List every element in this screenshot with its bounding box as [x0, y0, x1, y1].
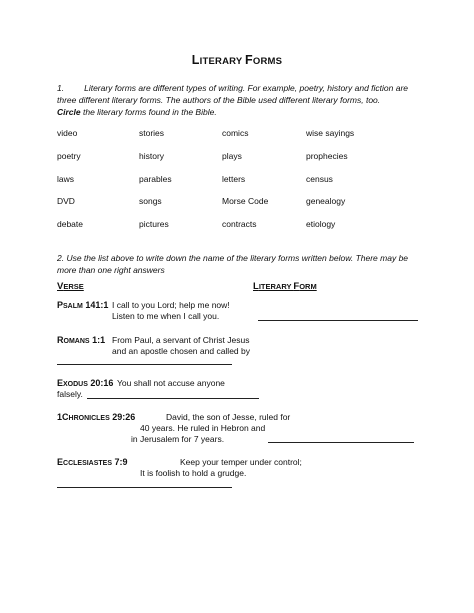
- word-item[interactable]: plays: [222, 151, 242, 161]
- answer-blank[interactable]: [57, 487, 232, 488]
- verse-text-line: falsely.: [57, 389, 83, 399]
- page-title: LITERARY FORMS: [191, 53, 283, 67]
- section1-line1: 1. Literary forms are different types of writing. For example, poetry, history and fiction are: [57, 83, 409, 93]
- word-item[interactable]: wise sayings: [306, 128, 355, 138]
- verse-text-line: Listen to me when I call you.: [112, 311, 220, 321]
- word-item[interactable]: contracts: [222, 219, 257, 229]
- word-item[interactable]: genealogy: [306, 196, 346, 206]
- verse-heading: VERSE: [57, 281, 84, 292]
- word-item[interactable]: parables: [139, 174, 172, 184]
- word-item[interactable]: poetry: [57, 151, 81, 161]
- verse-reference: ECCLESIASTES 7:9: [57, 457, 128, 467]
- verse-text-line: 40 years. He ruled in Hebron and: [140, 423, 266, 433]
- word-item[interactable]: census: [306, 174, 333, 184]
- verse-reference: EXODUS 20:16: [57, 378, 114, 388]
- verse-text-line: in Jerusalem for 7 years.: [131, 434, 225, 444]
- verse-reference: ROMANS 1:1: [57, 335, 106, 345]
- word-item[interactable]: comics: [222, 128, 249, 138]
- section1-line3: Circle the literary forms found in the Bible.: [57, 107, 217, 117]
- verse-text-line: Keep your temper under control;: [180, 457, 302, 467]
- section2-line2: more than one right answers: [57, 265, 165, 275]
- word-item[interactable]: letters: [222, 174, 246, 184]
- answer-blank[interactable]: [57, 364, 232, 365]
- word-item[interactable]: debate: [57, 219, 83, 229]
- verse-text-line: You shall not accuse anyone: [117, 378, 225, 388]
- literary-form-heading: LITERARY FORM: [253, 281, 317, 292]
- word-item[interactable]: Morse Code: [222, 196, 269, 206]
- word-item[interactable]: video: [57, 128, 78, 138]
- word-item[interactable]: songs: [139, 196, 162, 206]
- word-item[interactable]: pictures: [139, 219, 169, 229]
- verse-text-line: From Paul, a servant of Christ Jesus: [112, 335, 250, 345]
- section2-line1: 2. Use the list above to write down the name of the literary forms written below. There may be: [57, 253, 409, 263]
- verse-text-line: It is foolish to hold a grudge.: [140, 468, 247, 478]
- verse-text-line: David, the son of Jesse, ruled for: [166, 412, 291, 422]
- word-item[interactable]: prophecies: [306, 151, 348, 161]
- answer-blank[interactable]: [258, 320, 418, 321]
- word-item[interactable]: stories: [139, 128, 165, 138]
- answer-blank[interactable]: [268, 442, 414, 443]
- word-item[interactable]: laws: [57, 174, 75, 184]
- verse-reference: 1CHRONICLES 29:26: [57, 412, 136, 422]
- verse-text-line: and an apostle chosen and called by: [112, 346, 250, 356]
- word-item[interactable]: history: [139, 151, 165, 161]
- section1-line2: three different literary forms. The authors of the Bible used different literary forms, too.: [57, 95, 381, 105]
- verse-reference: PSALM 141:1: [57, 300, 109, 310]
- word-item[interactable]: etiology: [306, 219, 336, 229]
- answer-blank[interactable]: [87, 398, 259, 399]
- word-item[interactable]: DVD: [57, 196, 75, 206]
- verse-text-line: I call to you Lord; help me now!: [112, 300, 230, 310]
